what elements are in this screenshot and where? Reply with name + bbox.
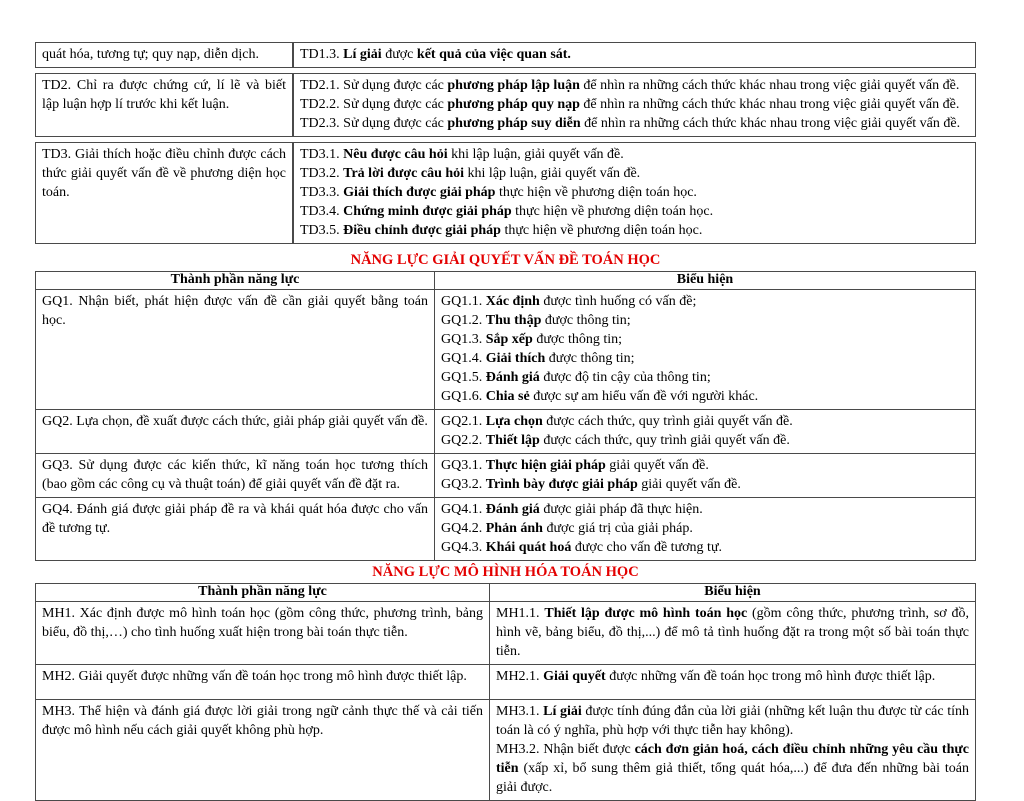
bold-text: Giải quyết [543, 669, 606, 684]
text-line [42, 412, 428, 431]
plain-text: để nhìn ra những cách thức khác nhau trong việc giải quyết vấn đề. [579, 78, 960, 93]
text-line [496, 702, 969, 740]
table-row [36, 498, 976, 561]
plain-text: GQ3.1. [441, 458, 486, 473]
text-line [300, 95, 969, 114]
text-line [42, 45, 286, 64]
plain-text: GQ4. Đánh giá được giải pháp đề ra và khái quát hóa được cho vấn đề tương tự. [42, 502, 428, 536]
plain-text: GQ4.2. [441, 521, 486, 536]
gq-competency-table [35, 271, 976, 561]
text-line [300, 76, 969, 95]
bold-text: Giải thích được giải pháp [343, 185, 496, 200]
text-line [42, 456, 428, 494]
manifestation-cell [435, 410, 976, 454]
bold-text: Đánh giá [485, 502, 540, 517]
competency-cell [36, 498, 435, 561]
bold-text: phương pháp quy nạp [447, 97, 580, 112]
plain-text: (xấp xỉ, bổ sung thêm giả thiết, tổng quát hóa,...) để đưa đến những bài toán giải được. [496, 761, 969, 795]
plain-text: TD2. Chỉ ra được chứng cứ, lí lẽ và biết lập luận hợp lí trước khi kết luận. [42, 78, 286, 112]
text-line [496, 667, 969, 686]
bold-text: Phản ánh [485, 521, 543, 536]
bold-text: phương pháp suy diễn [447, 116, 581, 131]
plain-text: TD2.1. Sử dụng được các [300, 78, 448, 93]
table-header-row [36, 584, 976, 602]
competency-cell [35, 42, 293, 68]
bold-text: Giải thích [485, 351, 546, 366]
column-header-competency: Thành phần năng lực [36, 272, 435, 290]
text-line [441, 368, 969, 387]
table-row [36, 454, 976, 498]
bold-text: Thiết lập được mô hình toán học [544, 606, 748, 621]
bold-text: Trả lời được câu hỏi [343, 166, 465, 181]
plain-text: (gồm công thức, phương trình, sơ đồ, hình vẽ, bảng biểu, đồ thị,...) để mô tả tình huống đặt ra trong một số bài toán thực tiễn. [496, 606, 969, 659]
plain-text: được giá trị của giải pháp. [542, 521, 693, 536]
manifestation-cell [490, 700, 976, 801]
text-line [496, 740, 969, 797]
plain-text: khi lập luận, giải quyết vấn đề. [464, 166, 641, 181]
bold-text: Lí giải [543, 704, 582, 719]
plain-text: GQ1.5. [441, 370, 486, 385]
plain-text: MH1.1. [496, 606, 545, 621]
plain-text: MH2.1. [496, 669, 544, 684]
plain-text: thực hiện về phương diện toán học. [500, 223, 703, 238]
text-line [42, 76, 286, 114]
manifestation-cell [293, 73, 976, 137]
plain-text: được giải pháp đã thực hiện. [539, 502, 703, 517]
competency-cell [36, 700, 490, 801]
plain-text: được thông tin; [545, 351, 635, 366]
manifestation-cell [293, 42, 976, 68]
plain-text: được sự am hiểu vấn đề với người khác. [529, 389, 759, 404]
table-row [36, 410, 976, 454]
plain-text: TD3. Giải thích hoặc điều chỉnh được cách thức giải quyết vấn đề về phương diện học toán. [42, 147, 286, 200]
plain-text: được tình huống có vấn đề; [539, 294, 697, 309]
plain-text: được thông tin; [532, 332, 623, 347]
competency-cell [36, 665, 490, 700]
bold-text: Xác định [485, 294, 540, 309]
text-line [300, 183, 969, 202]
td-competency-table [35, 37, 976, 249]
column-header-manifestation: Biểu hiện [490, 584, 976, 602]
text-line [441, 475, 969, 494]
text-line [496, 604, 969, 661]
text-line [441, 311, 969, 330]
plain-text: thực hiện về phương diện toán học. [511, 204, 714, 219]
plain-text: giải quyết vấn đề. [605, 458, 709, 473]
text-line [441, 456, 969, 475]
text-line [300, 221, 969, 240]
bold-text: Chia sẻ [485, 389, 530, 404]
plain-text: TD3.1. [300, 147, 344, 162]
text-line [441, 500, 969, 519]
plain-text: được những vấn đề toán học trong mô hình được thiết lập. [605, 669, 936, 684]
bold-text: Lí giải [343, 47, 382, 62]
plain-text: được cách thức, quy trình giải quyết vấn đề. [539, 433, 790, 448]
plain-text: GQ2.2. [441, 433, 486, 448]
manifestation-cell [293, 142, 976, 244]
plain-text: GQ2. Lựa chọn, đề xuất được cách thức, giải pháp giải quyết vấn đề. [42, 414, 428, 429]
plain-text: MH3. Thể hiện và đánh giá được lời giải trong ngữ cảnh thực thế và cải tiến được mô hình nếu cách giải quyết không phù hợp. [42, 704, 483, 738]
bold-text: Thực hiện giải pháp [485, 458, 606, 473]
plain-text: giải quyết vấn đề. [637, 477, 741, 492]
bold-text: Khái quát hoá [485, 540, 572, 555]
plain-text: GQ3. Sử dụng được các kiến thức, kĩ năng toán học tương thích (bao gồm các công cụ và thuật toán) để giải quyết vấn đề đặt ra. [42, 458, 428, 492]
competency-cell [36, 290, 435, 410]
plain-text: GQ1.6. [441, 389, 486, 404]
table-row [36, 290, 976, 410]
competency-cell [36, 454, 435, 498]
mh-competency-table [35, 583, 976, 801]
table-row [35, 42, 976, 68]
text-line [300, 114, 969, 133]
plain-text: TD2.3. Sử dụng được các [300, 116, 448, 131]
manifestation-cell [435, 290, 976, 410]
plain-text: MH2. Giải quyết được những vấn đề toán học trong mô hình được thiết lập. [42, 669, 467, 684]
text-line [42, 292, 428, 330]
text-line [441, 387, 969, 406]
bold-text: Chứng minh được giải pháp [343, 204, 512, 219]
bold-text: Thiết lập [485, 433, 540, 448]
text-line [441, 330, 969, 349]
text-line [441, 412, 969, 431]
plain-text: quát hóa, tương tự; quy nạp, diễn dịch. [42, 47, 259, 62]
text-line [42, 604, 483, 642]
bold-text: phương pháp lập luận [447, 78, 580, 93]
bold-text: Trình bày được giải pháp [485, 477, 638, 492]
plain-text: GQ1.2. [441, 313, 486, 328]
plain-text: GQ1. Nhận biết, phát hiện được vấn đề cần giải quyết bằng toán học. [42, 294, 428, 328]
bold-text: Thu thập [485, 313, 542, 328]
plain-text: MH1. Xác định được mô hình toán học (gồm công thức, phương trình, bảng biểu, đồ thị,…) cho tình huống xuất hiện trong bài toán thực tiễn. [42, 606, 483, 640]
plain-text: MH3.1. [496, 704, 544, 719]
bold-text: Nêu được câu hỏi [343, 147, 448, 162]
table-header-row [36, 272, 976, 290]
plain-text: GQ1.1. [441, 294, 486, 309]
manifestation-cell [435, 454, 976, 498]
plain-text: được cho vấn đề tương tự. [571, 540, 723, 555]
column-header-manifestation: Biểu hiện [435, 272, 976, 290]
bold-text: kết quả của việc quan sát. [416, 47, 571, 62]
document-page [35, 42, 976, 801]
text-line [441, 349, 969, 368]
plain-text: được thông tin; [541, 313, 631, 328]
competency-cell [36, 410, 435, 454]
text-line [300, 164, 969, 183]
plain-text: khi lập luận, giải quyết vấn đề. [447, 147, 624, 162]
competency-cell [35, 142, 293, 244]
manifestation-cell [490, 602, 976, 665]
plain-text: GQ3.2. [441, 477, 486, 492]
text-line [441, 292, 969, 311]
plain-text: được cách thức, quy trình giải quyết vấn đề. [542, 414, 793, 429]
bold-text: Đánh giá [485, 370, 540, 385]
section-heading-mh: NĂNG LỰC MÔ HÌNH HÓA TOÁN HỌC [372, 564, 639, 580]
text-line [441, 538, 969, 557]
column-header-competency: Thành phần năng lực [36, 584, 490, 602]
text-line [42, 667, 483, 686]
plain-text: TD1.3. [300, 47, 344, 62]
table-row [36, 602, 976, 665]
competency-cell [36, 602, 490, 665]
manifestation-cell [490, 665, 976, 700]
plain-text: GQ4.1. [441, 502, 486, 517]
plain-text: được tính đúng đắn của lời giải (những kết luận thu được từ các tính toán là có ý nghĩa, phù hợp với thực tiễn hay không). [496, 704, 969, 738]
text-line [300, 145, 969, 164]
bold-text: Sắp xếp [485, 332, 533, 347]
bold-text: Điều chỉnh được giải pháp [343, 223, 501, 238]
plain-text: được độ tin cậy của thông tin; [539, 370, 711, 385]
plain-text: thực hiện về phương diện toán học. [495, 185, 697, 200]
table-row [36, 700, 976, 801]
plain-text: GQ1.3. [441, 332, 486, 347]
plain-text: GQ1.4. [441, 351, 486, 366]
plain-text: để nhìn ra những cách thức khác nhau trong việc giải quyết vấn đề. [580, 116, 961, 131]
text-line [441, 431, 969, 450]
plain-text: TD3.3. [300, 185, 344, 200]
text-line [441, 519, 969, 538]
plain-text: TD3.4. [300, 204, 344, 219]
plain-text: để nhìn ra những cách thức khác nhau trong việc giải quyết vấn đề. [579, 97, 960, 112]
bold-text: cách đơn giản hoá, cách điều chỉnh những yêu cầu thực tiễn [496, 742, 969, 776]
text-line [42, 702, 483, 740]
text-line [300, 45, 969, 64]
table-row [35, 142, 976, 244]
plain-text: TD3.2. [300, 166, 344, 181]
plain-text: TD3.5. [300, 223, 344, 238]
plain-text: MH3.2. Nhận biết được [496, 742, 635, 757]
plain-text: được [381, 47, 417, 62]
competency-cell [35, 73, 293, 137]
bold-text: Lựa chọn [485, 414, 543, 429]
plain-text: TD2.2. Sử dụng được các [300, 97, 448, 112]
section-heading-gq: NĂNG LỰC GIẢI QUYẾT VẤN ĐỀ TOÁN HỌC [350, 252, 661, 268]
text-line [42, 500, 428, 538]
plain-text: GQ4.3. [441, 540, 486, 555]
table-row [35, 73, 976, 137]
manifestation-cell [435, 498, 976, 561]
table-row [36, 665, 976, 700]
text-line [300, 202, 969, 221]
text-line [42, 145, 286, 202]
plain-text: GQ2.1. [441, 414, 486, 429]
